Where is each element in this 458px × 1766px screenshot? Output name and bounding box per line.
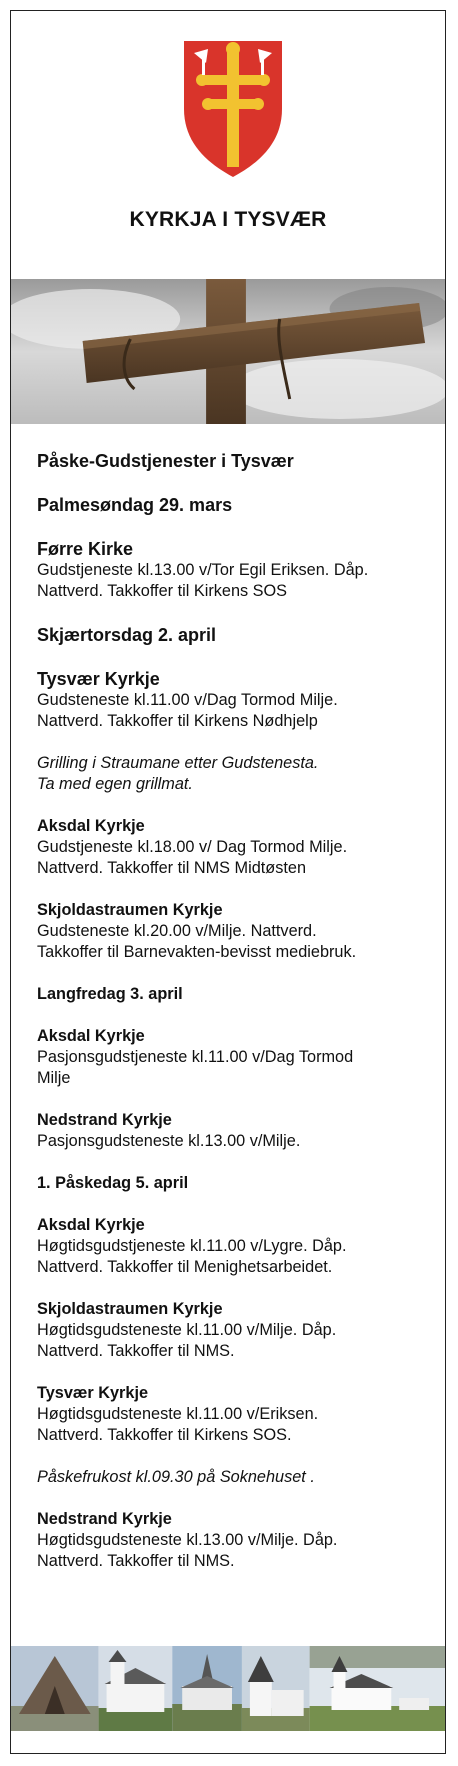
service-line: Gudsteneste kl.20.00 v/Milje. Nattverd. [37,922,317,940]
church-name: Nedstrand Kyrkje [37,1510,172,1528]
service-line: Pasjonsgudsteneste kl.13.00 v/Milje. [37,1132,301,1150]
church-photo-2 [99,1646,173,1731]
service-line: Høgtidsgudsteneste kl.11.00 v/Eriksen. [37,1405,319,1423]
service-line: Nattverd. Takkoffer til Kirkens SOS [37,582,288,600]
day-heading: 1. Påskedag 5. april [37,1174,189,1192]
church-name: Skjoldastraumen Kyrkje [37,901,223,919]
church-photo-3 [172,1646,242,1731]
service-line: Nattverd. Takkoffer til NMS. [37,1552,235,1570]
service-line: Høgtidsgudsteneste kl.11.00 v/Milje. Dåp. [37,1321,337,1339]
service-line: Nattverd. Takkoffer til Kirkens SOS. [37,1426,292,1444]
service-line: Milje [37,1069,71,1087]
service-line: Høgtidsgudstjeneste kl.11.00 v/Lygre. Dåp. [37,1237,347,1255]
church-name: Tysvær Kyrkje [37,1384,149,1402]
service-line: Nattverd. Takkoffer til Menighetsarbeidet. [37,1258,333,1276]
list-heading: Påske-Gudstjenester i Tysvær [37,451,294,471]
service-line: Gudstjeneste kl.13.00 v/Tor Egil Eriksen. Dåp. [37,561,369,579]
church-name: Aksdal Kyrkje [37,1027,145,1045]
church-name: Tysvær Kyrkje [37,669,160,689]
day-heading: Skjærtorsdag 2. april [37,625,217,645]
note-line: Ta med egen grillmat. [37,775,193,793]
church-name: Aksdal Kyrkje [37,1216,145,1234]
church-photo-1 [11,1646,99,1731]
day-heading: Langfredag 3. april [37,985,183,1003]
church-photos-strip [11,1646,445,1731]
service-line: Høgtidsgudsteneste kl.13.00 v/Milje. Dåp. [37,1531,338,1549]
service-line: Takkoffer til Barnevakten-bevisst mediebruk. [37,943,357,961]
service-list [37,451,427,1572]
service-line: Gudstjeneste kl.18.00 v/ Dag Tormod Milje. [37,838,348,856]
church-name: Aksdal Kyrkje [37,817,145,835]
service-line: Nattverd. Takkoffer til Kirkens Nødhjelp [37,712,318,730]
advertisement-frame [10,10,446,1754]
service-line: Gudsteneste kl.11.00 v/Dag Tormod Milje. [37,691,338,709]
service-line: Nattverd. Takkoffer til NMS Midtøsten [37,859,307,877]
service-line: Nattverd. Takkoffer til NMS. [37,1342,235,1360]
church-name: Førre Kirke [37,539,134,559]
page-title: KYRKJA I TYSVÆR [129,208,327,231]
church-name: Nedstrand Kyrkje [37,1111,172,1129]
church-crest-icon [182,39,284,179]
service-line: Pasjonsgudstjeneste kl.11.00 v/Dag Tormod [37,1048,354,1066]
note-line: Grilling i Straumane etter Gudstenesta. [37,754,319,772]
church-name: Skjoldastraumen Kyrkje [37,1300,223,1318]
note-line: Påskefrukost kl.09.30 på Soknehuset . [37,1468,315,1486]
church-photo-5 [310,1646,445,1731]
church-photo-4 [242,1646,310,1731]
wooden-cross-photo [11,279,445,424]
day-heading: Palmesøndag 29. mars [37,495,233,515]
